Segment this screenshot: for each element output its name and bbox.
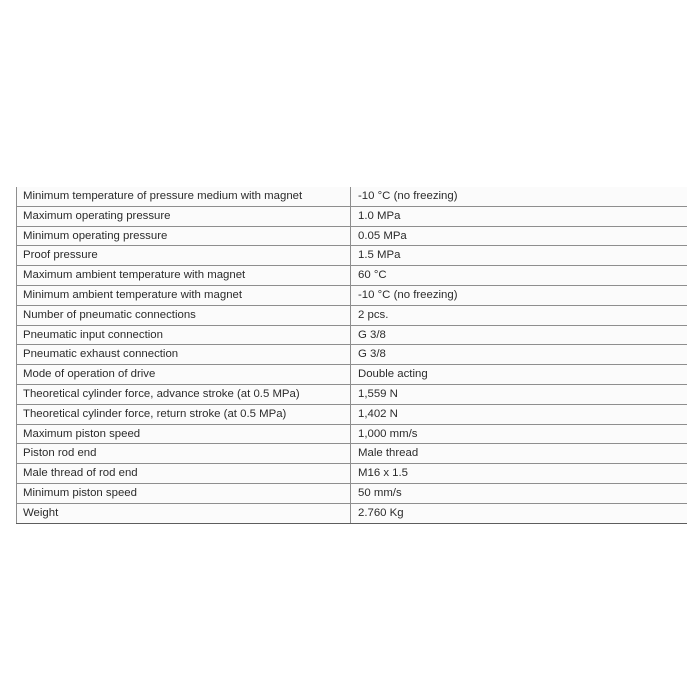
spec-value-cell: 1.5 MPa [351, 246, 687, 266]
table-row [17, 226, 687, 246]
table-row [17, 266, 687, 286]
spec-value-cell: Male thread [351, 444, 687, 464]
table-row [17, 464, 687, 484]
spec-value-cell: 50 mm/s [351, 483, 687, 503]
spec-parameter-cell: Mode of operation of drive [17, 365, 351, 385]
spec-parameter-cell: Theoretical cylinder force, advance stroke (at 0.5 MPa) [17, 384, 351, 404]
spec-value-cell: -10 °C (no freezing) [351, 187, 687, 206]
table-row [17, 246, 687, 266]
spec-value-cell: 1,559 N [351, 384, 687, 404]
table-row [17, 365, 687, 385]
spec-parameter-cell: Minimum temperature of pressure medium with magnet [17, 187, 351, 206]
table-row [17, 503, 687, 523]
spec-parameter-cell: Male thread of rod end [17, 464, 351, 484]
spec-value-cell: 1.0 MPa [351, 206, 687, 226]
spec-table-body [17, 187, 687, 523]
table-row [17, 187, 687, 206]
spec-value-cell: Double acting [351, 365, 687, 385]
spec-parameter-cell: Piston rod end [17, 444, 351, 464]
spec-table-container [16, 187, 686, 524]
table-row [17, 483, 687, 503]
spec-parameter-cell: Maximum operating pressure [17, 206, 351, 226]
table-row [17, 444, 687, 464]
spec-parameter-cell: Theoretical cylinder force, return stroke (at 0.5 MPa) [17, 404, 351, 424]
spec-value-cell: -10 °C (no freezing) [351, 285, 687, 305]
spec-parameter-cell: Number of pneumatic connections [17, 305, 351, 325]
spec-parameter-cell: Proof pressure [17, 246, 351, 266]
spec-value-cell: 2 pcs. [351, 305, 687, 325]
spec-value-cell: 2.760 Kg [351, 503, 687, 523]
spec-value-cell: G 3/8 [351, 325, 687, 345]
spec-value-cell: 1,000 mm/s [351, 424, 687, 444]
spec-parameter-cell: Minimum operating pressure [17, 226, 351, 246]
table-row [17, 285, 687, 305]
spec-value-cell: 60 °C [351, 266, 687, 286]
spec-parameter-cell: Minimum ambient temperature with magnet [17, 285, 351, 305]
spec-value-cell: 0.05 MPa [351, 226, 687, 246]
spec-parameter-cell: Maximum ambient temperature with magnet [17, 266, 351, 286]
table-row [17, 424, 687, 444]
table-row [17, 325, 687, 345]
table-row [17, 305, 687, 325]
spec-parameter-cell: Maximum piston speed [17, 424, 351, 444]
spec-parameter-cell: Minimum piston speed [17, 483, 351, 503]
specification-table [16, 187, 687, 524]
spec-parameter-cell: Pneumatic exhaust connection [17, 345, 351, 365]
spec-value-cell: M16 x 1.5 [351, 464, 687, 484]
table-row [17, 404, 687, 424]
spec-parameter-cell: Pneumatic input connection [17, 325, 351, 345]
table-row [17, 384, 687, 404]
spec-parameter-cell: Weight [17, 503, 351, 523]
table-row [17, 206, 687, 226]
spec-value-cell: G 3/8 [351, 345, 687, 365]
spec-value-cell: 1,402 N [351, 404, 687, 424]
table-row [17, 345, 687, 365]
